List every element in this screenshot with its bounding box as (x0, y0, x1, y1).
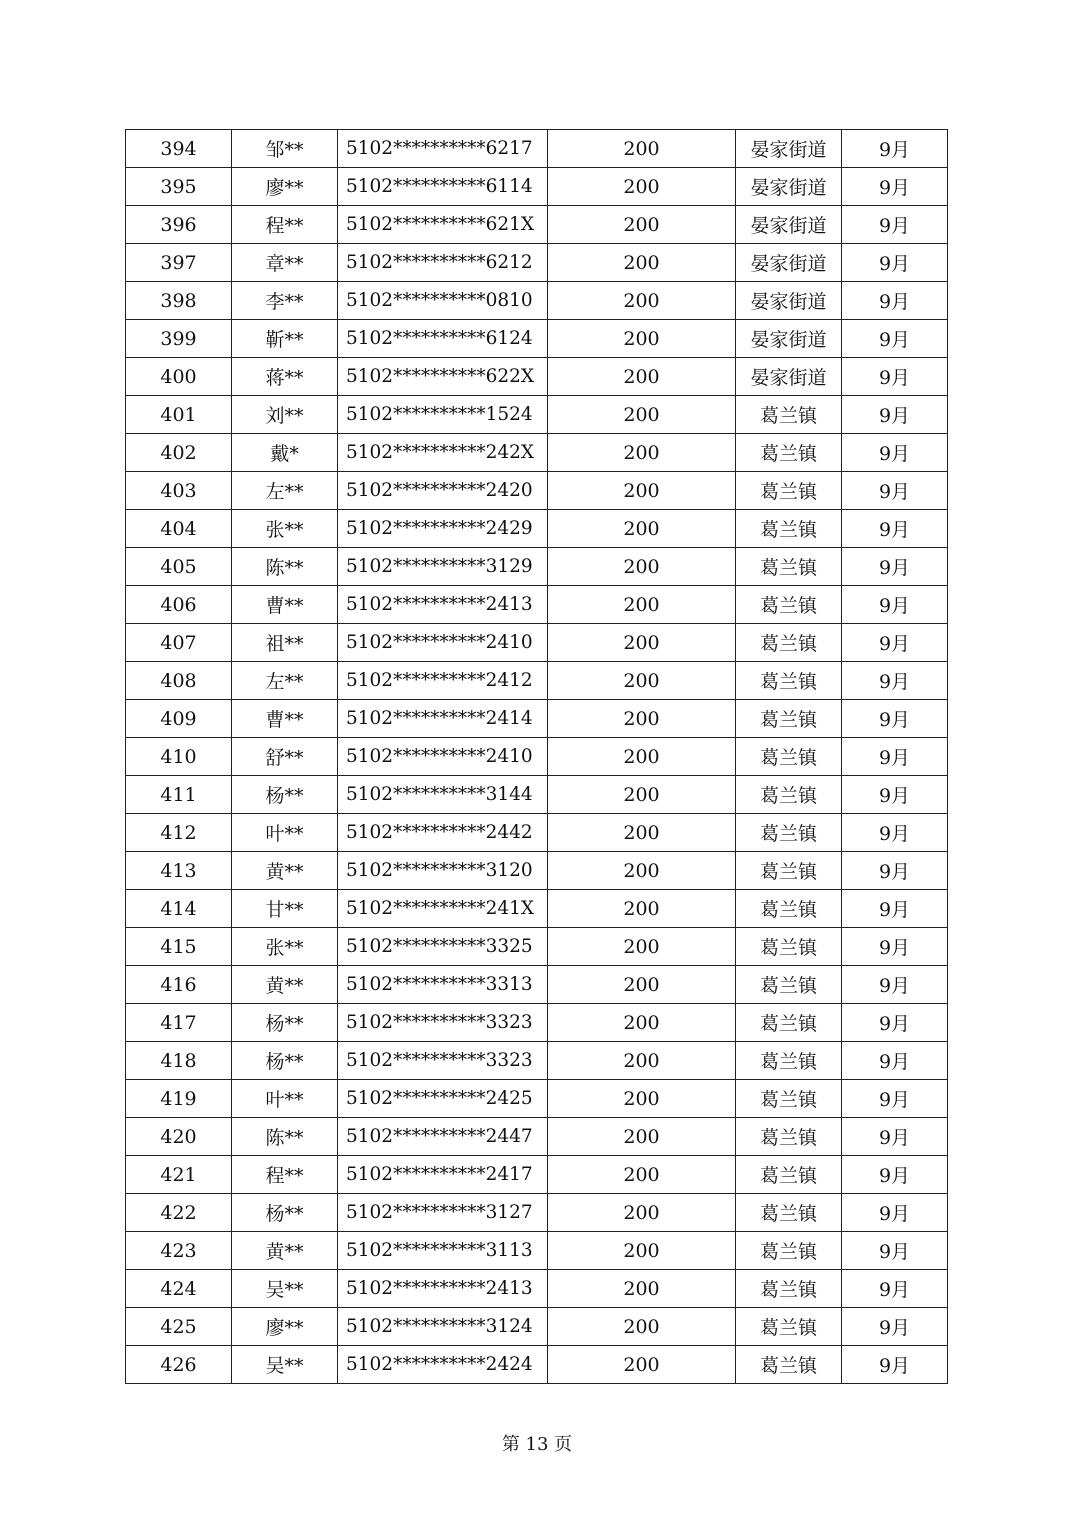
amount-cell: 200 (548, 1004, 736, 1042)
amount-cell: 200 (548, 130, 736, 168)
id-number-cell: 5102**********6212 (338, 244, 548, 282)
month-cell: 9月 (842, 1346, 948, 1384)
area-cell: 晏家街道 (736, 244, 842, 282)
area-cell: 葛兰镇 (736, 700, 842, 738)
name-cell: 程** (232, 1156, 338, 1194)
row-number-cell: 399 (126, 320, 232, 358)
month-cell: 9月 (842, 1194, 948, 1232)
name-cell: 廖** (232, 168, 338, 206)
id-number-cell: 5102**********3323 (338, 1004, 548, 1042)
month-cell: 9月 (842, 168, 948, 206)
row-number-cell: 403 (126, 472, 232, 510)
name-cell: 靳** (232, 320, 338, 358)
area-cell: 葛兰镇 (736, 1042, 842, 1080)
name-cell: 甘** (232, 890, 338, 928)
table-row (126, 130, 948, 168)
table-row (126, 1194, 948, 1232)
month-cell: 9月 (842, 700, 948, 738)
row-number-cell: 405 (126, 548, 232, 586)
id-number-cell: 5102**********6217 (338, 130, 548, 168)
amount-cell: 200 (548, 320, 736, 358)
row-number-cell: 401 (126, 396, 232, 434)
area-cell: 葛兰镇 (736, 434, 842, 472)
table-row (126, 1270, 948, 1308)
name-cell: 杨** (232, 1194, 338, 1232)
id-number-cell: 5102**********621X (338, 206, 548, 244)
amount-cell: 200 (548, 548, 736, 586)
month-cell: 9月 (842, 320, 948, 358)
id-number-cell: 5102**********3313 (338, 966, 548, 1004)
id-number-cell: 5102**********2413 (338, 1270, 548, 1308)
amount-cell: 200 (548, 1346, 736, 1384)
amount-cell: 200 (548, 1232, 736, 1270)
month-cell: 9月 (842, 396, 948, 434)
name-cell: 杨** (232, 1042, 338, 1080)
table-row (126, 282, 948, 320)
id-number-cell: 5102**********3120 (338, 852, 548, 890)
row-number-cell: 415 (126, 928, 232, 966)
row-number-cell: 425 (126, 1308, 232, 1346)
table-row (126, 168, 948, 206)
id-number-cell: 5102**********3113 (338, 1232, 548, 1270)
table-row (126, 738, 948, 776)
month-cell: 9月 (842, 814, 948, 852)
id-number-cell: 5102**********242X (338, 434, 548, 472)
id-number-cell: 5102**********2417 (338, 1156, 548, 1194)
id-number-cell: 5102**********3124 (338, 1308, 548, 1346)
area-cell: 葛兰镇 (736, 1194, 842, 1232)
table-row (126, 1042, 948, 1080)
month-cell: 9月 (842, 966, 948, 1004)
name-cell: 吴** (232, 1270, 338, 1308)
row-number-cell: 398 (126, 282, 232, 320)
name-cell: 黄** (232, 852, 338, 890)
name-cell: 刘** (232, 396, 338, 434)
row-number-cell: 396 (126, 206, 232, 244)
area-cell: 葛兰镇 (736, 1270, 842, 1308)
row-number-cell: 419 (126, 1080, 232, 1118)
id-number-cell: 5102**********622X (338, 358, 548, 396)
id-number-cell: 5102**********2410 (338, 624, 548, 662)
table-row (126, 472, 948, 510)
id-number-cell: 5102**********3325 (338, 928, 548, 966)
row-number-cell: 423 (126, 1232, 232, 1270)
table-row (126, 548, 948, 586)
area-cell: 葛兰镇 (736, 928, 842, 966)
row-number-cell: 417 (126, 1004, 232, 1042)
id-number-cell: 5102**********3323 (338, 1042, 548, 1080)
row-number-cell: 402 (126, 434, 232, 472)
name-cell: 舒** (232, 738, 338, 776)
area-cell: 葛兰镇 (736, 1308, 842, 1346)
row-number-cell: 411 (126, 776, 232, 814)
id-number-cell: 5102**********2447 (338, 1118, 548, 1156)
month-cell: 9月 (842, 206, 948, 244)
month-cell: 9月 (842, 738, 948, 776)
name-cell: 张** (232, 510, 338, 548)
area-cell: 葛兰镇 (736, 510, 842, 548)
name-cell: 左** (232, 472, 338, 510)
area-cell: 葛兰镇 (736, 1232, 842, 1270)
month-cell: 9月 (842, 244, 948, 282)
table-row (126, 852, 948, 890)
amount-cell: 200 (548, 510, 736, 548)
amount-cell: 200 (548, 1308, 736, 1346)
month-cell: 9月 (842, 1156, 948, 1194)
month-cell: 9月 (842, 624, 948, 662)
id-number-cell: 5102**********1524 (338, 396, 548, 434)
area-cell: 葛兰镇 (736, 624, 842, 662)
row-number-cell: 420 (126, 1118, 232, 1156)
row-number-cell: 400 (126, 358, 232, 396)
id-number-cell: 5102**********2442 (338, 814, 548, 852)
month-cell: 9月 (842, 1042, 948, 1080)
row-number-cell: 422 (126, 1194, 232, 1232)
amount-cell: 200 (548, 358, 736, 396)
area-cell: 葛兰镇 (736, 1004, 842, 1042)
amount-cell: 200 (548, 1080, 736, 1118)
row-number-cell: 412 (126, 814, 232, 852)
month-cell: 9月 (842, 434, 948, 472)
row-number-cell: 424 (126, 1270, 232, 1308)
area-cell: 葛兰镇 (736, 890, 842, 928)
name-cell: 黄** (232, 966, 338, 1004)
name-cell: 叶** (232, 814, 338, 852)
id-number-cell: 5102**********2414 (338, 700, 548, 738)
name-cell: 张** (232, 928, 338, 966)
amount-cell: 200 (548, 282, 736, 320)
month-cell: 9月 (842, 548, 948, 586)
name-cell: 程** (232, 206, 338, 244)
amount-cell: 200 (548, 434, 736, 472)
amount-cell: 200 (548, 586, 736, 624)
amount-cell: 200 (548, 662, 736, 700)
row-number-cell: 409 (126, 700, 232, 738)
table-row (126, 510, 948, 548)
area-cell: 葛兰镇 (736, 776, 842, 814)
month-cell: 9月 (842, 1080, 948, 1118)
table-row (126, 1346, 948, 1384)
row-number-cell: 426 (126, 1346, 232, 1384)
table-row (126, 1232, 948, 1270)
name-cell: 廖** (232, 1308, 338, 1346)
amount-cell: 200 (548, 700, 736, 738)
amount-cell: 200 (548, 852, 736, 890)
id-number-cell: 5102**********6114 (338, 168, 548, 206)
id-number-cell: 5102**********2413 (338, 586, 548, 624)
amount-cell: 200 (548, 244, 736, 282)
month-cell: 9月 (842, 510, 948, 548)
table-row (126, 244, 948, 282)
area-cell: 葛兰镇 (736, 662, 842, 700)
id-number-cell: 5102**********3127 (338, 1194, 548, 1232)
area-cell: 葛兰镇 (736, 852, 842, 890)
amount-cell: 200 (548, 396, 736, 434)
table-row (126, 1004, 948, 1042)
table-row (126, 928, 948, 966)
area-cell: 葛兰镇 (736, 1156, 842, 1194)
page-number: 第 13 页 (501, 1434, 573, 1455)
area-cell: 葛兰镇 (736, 586, 842, 624)
roster-table (125, 129, 948, 1384)
table-row (126, 358, 948, 396)
id-number-cell: 5102**********2412 (338, 662, 548, 700)
area-cell: 葛兰镇 (736, 1346, 842, 1384)
name-cell: 吴** (232, 1346, 338, 1384)
month-cell: 9月 (842, 928, 948, 966)
row-number-cell: 394 (126, 130, 232, 168)
month-cell: 9月 (842, 1118, 948, 1156)
row-number-cell: 418 (126, 1042, 232, 1080)
table-row (126, 966, 948, 1004)
area-cell: 葛兰镇 (736, 548, 842, 586)
id-number-cell: 5102**********241X (338, 890, 548, 928)
name-cell: 叶** (232, 1080, 338, 1118)
table-row (126, 890, 948, 928)
amount-cell: 200 (548, 814, 736, 852)
table-row (126, 1308, 948, 1346)
amount-cell: 200 (548, 1118, 736, 1156)
name-cell: 陈** (232, 1118, 338, 1156)
amount-cell: 200 (548, 206, 736, 244)
name-cell: 祖** (232, 624, 338, 662)
table-row (126, 434, 948, 472)
area-cell: 葛兰镇 (736, 1118, 842, 1156)
row-number-cell: 410 (126, 738, 232, 776)
id-number-cell: 5102**********3129 (338, 548, 548, 586)
table-row (126, 586, 948, 624)
name-cell: 蒋** (232, 358, 338, 396)
table-row (126, 1156, 948, 1194)
amount-cell: 200 (548, 738, 736, 776)
month-cell: 9月 (842, 130, 948, 168)
month-cell: 9月 (842, 282, 948, 320)
row-number-cell: 407 (126, 624, 232, 662)
row-number-cell: 395 (126, 168, 232, 206)
area-cell: 葛兰镇 (736, 1080, 842, 1118)
name-cell: 李** (232, 282, 338, 320)
name-cell: 杨** (232, 1004, 338, 1042)
table-row (126, 624, 948, 662)
id-number-cell: 5102**********2420 (338, 472, 548, 510)
month-cell: 9月 (842, 1270, 948, 1308)
amount-cell: 200 (548, 472, 736, 510)
id-number-cell: 5102**********2424 (338, 1346, 548, 1384)
area-cell: 晏家街道 (736, 358, 842, 396)
name-cell: 黄** (232, 1232, 338, 1270)
area-cell: 晏家街道 (736, 320, 842, 358)
name-cell: 左** (232, 662, 338, 700)
name-cell: 陈** (232, 548, 338, 586)
id-number-cell: 5102**********0810 (338, 282, 548, 320)
row-number-cell: 406 (126, 586, 232, 624)
id-number-cell: 5102**********2425 (338, 1080, 548, 1118)
month-cell: 9月 (842, 662, 948, 700)
month-cell: 9月 (842, 776, 948, 814)
table-row (126, 700, 948, 738)
amount-cell: 200 (548, 776, 736, 814)
table-row (126, 1118, 948, 1156)
month-cell: 9月 (842, 1004, 948, 1042)
amount-cell: 200 (548, 1156, 736, 1194)
month-cell: 9月 (842, 852, 948, 890)
row-number-cell: 408 (126, 662, 232, 700)
month-cell: 9月 (842, 1308, 948, 1346)
roster-table-body (126, 130, 948, 1384)
id-number-cell: 5102**********3144 (338, 776, 548, 814)
area-cell: 晏家街道 (736, 130, 842, 168)
name-cell: 曹** (232, 586, 338, 624)
amount-cell: 200 (548, 966, 736, 1004)
row-number-cell: 421 (126, 1156, 232, 1194)
table-row (126, 1080, 948, 1118)
amount-cell: 200 (548, 890, 736, 928)
month-cell: 9月 (842, 1232, 948, 1270)
area-cell: 葛兰镇 (736, 814, 842, 852)
table-row (126, 396, 948, 434)
row-number-cell: 414 (126, 890, 232, 928)
area-cell: 葛兰镇 (736, 396, 842, 434)
name-cell: 戴* (232, 434, 338, 472)
table-row (126, 662, 948, 700)
id-number-cell: 5102**********2410 (338, 738, 548, 776)
month-cell: 9月 (842, 472, 948, 510)
row-number-cell: 416 (126, 966, 232, 1004)
area-cell: 葛兰镇 (736, 966, 842, 1004)
amount-cell: 200 (548, 1270, 736, 1308)
amount-cell: 200 (548, 168, 736, 206)
area-cell: 葛兰镇 (736, 472, 842, 510)
area-cell: 晏家街道 (736, 206, 842, 244)
name-cell: 杨** (232, 776, 338, 814)
table-row (126, 206, 948, 244)
row-number-cell: 397 (126, 244, 232, 282)
area-cell: 葛兰镇 (736, 738, 842, 776)
amount-cell: 200 (548, 624, 736, 662)
area-cell: 晏家街道 (736, 168, 842, 206)
row-number-cell: 404 (126, 510, 232, 548)
table-row (126, 814, 948, 852)
month-cell: 9月 (842, 358, 948, 396)
name-cell: 邹** (232, 130, 338, 168)
amount-cell: 200 (548, 1194, 736, 1232)
month-cell: 9月 (842, 890, 948, 928)
table-row (126, 320, 948, 358)
area-cell: 晏家街道 (736, 282, 842, 320)
name-cell: 曹** (232, 700, 338, 738)
name-cell: 章** (232, 244, 338, 282)
id-number-cell: 5102**********6124 (338, 320, 548, 358)
id-number-cell: 5102**********2429 (338, 510, 548, 548)
table-row (126, 776, 948, 814)
row-number-cell: 413 (126, 852, 232, 890)
month-cell: 9月 (842, 586, 948, 624)
amount-cell: 200 (548, 1042, 736, 1080)
amount-cell: 200 (548, 928, 736, 966)
